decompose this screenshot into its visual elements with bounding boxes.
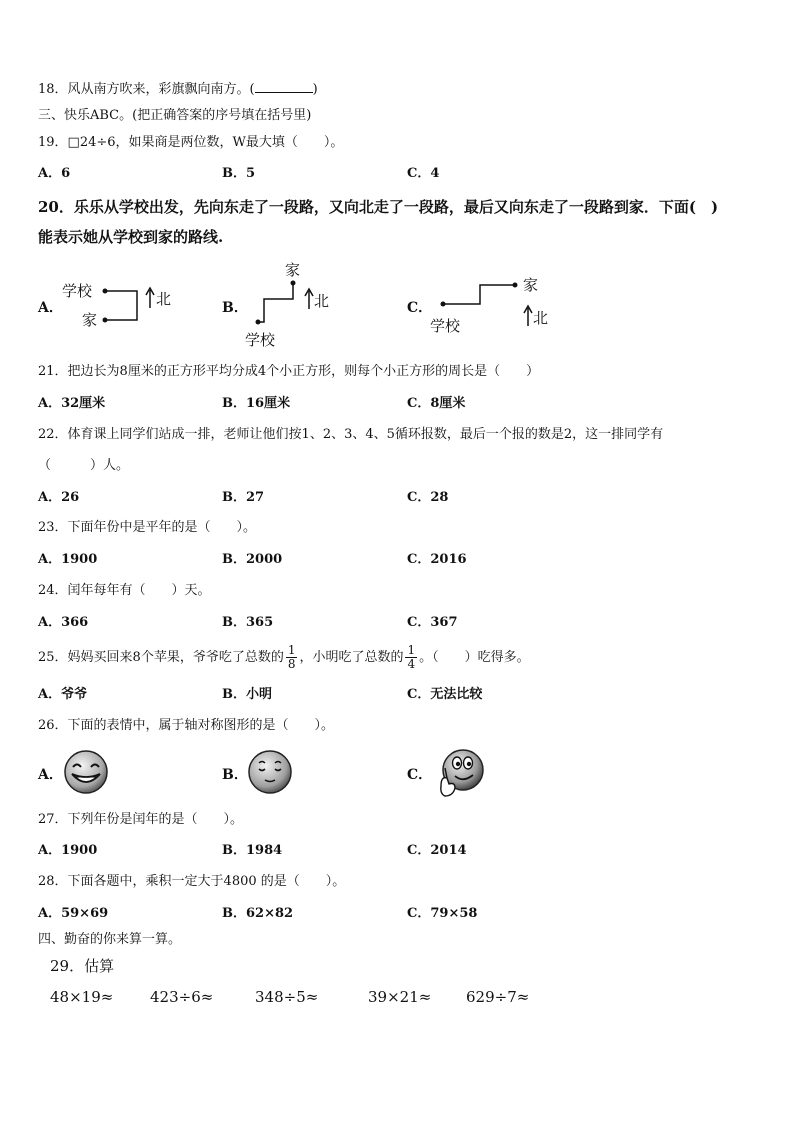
section-4-heading: 四、勤奋的你来算一算。 [38,932,182,947]
q26-option-a-label[interactable]: A． [38,767,63,783]
q28-option-c[interactable]: C．79×58 [407,906,478,921]
q22-option-a[interactable]: A．26 [38,490,80,505]
home-label: 家 [82,311,98,329]
fraction-denominator: 8 [287,657,296,671]
q21-option-a[interactable]: A．32厘米 [38,396,106,411]
answer-blank[interactable] [255,80,313,93]
fraction-one-eighth [286,644,298,671]
question-27: 27．下列年份是闰年的是（ ）。 [38,812,244,827]
question-25-part2: ，小明吃了总数的 [299,650,404,665]
home-point [103,318,108,323]
question-22-line2: （ ）人。 [38,458,130,473]
question-25-part3: 。（ ）吃得多。 [419,650,530,665]
q26-option-c-label[interactable]: C． [407,767,433,783]
grinning-face-icon[interactable] [64,750,110,796]
route-path [105,291,137,320]
school-point [256,320,261,325]
question-18-close: ) [312,82,318,97]
question-22-line1: 22．体育课上同学们站成一排，老师让他们按1、2、3、4、5循环报数，最后一个报的数是2，这一排同学有 [38,427,664,442]
estimate-item[interactable]: 348÷5≈ [255,988,319,1006]
q22-option-b[interactable]: B．27 [222,490,265,505]
q24-option-b[interactable]: B．365 [222,615,274,630]
fraction-one-quarter [405,644,417,671]
q21-option-c[interactable]: C．8厘米 [407,396,466,411]
thinking-face-icon[interactable] [435,748,489,800]
estimate-item[interactable]: 48×19≈ [50,988,114,1006]
school-label: 学校 [430,317,461,335]
estimate-item[interactable]: 423÷6≈ [150,988,214,1006]
q20-option-b-label[interactable]: B． [222,300,248,316]
route-path [443,285,515,304]
q20-option-c-label[interactable]: C． [407,300,433,316]
north-label: 北 [314,292,330,310]
q20-option-a-label[interactable]: A． [38,300,63,316]
q27-option-c[interactable]: C．2014 [407,843,467,858]
school-point [441,302,446,307]
school-label: 学校 [245,331,276,349]
fraction-denominator: 4 [407,657,416,671]
question-20-line2: 能表示她从学校到家的路线. [38,228,224,246]
question-28: 28．下面各题中，乘积一定大于4800 的是（ ）。 [38,874,346,889]
question-23: 23．下面年份中是平年的是（ ）。 [38,520,257,535]
home-label: 家 [523,276,539,294]
q19-option-c[interactable]: C．4 [407,166,440,181]
q28-option-a[interactable]: A．59×69 [38,906,109,921]
q25-option-c[interactable]: C．无法比较 [407,687,483,702]
home-label: 家 [285,261,301,279]
question-25 [38,643,530,673]
q25-option-a[interactable]: A．爷爷 [38,687,88,702]
q27-option-a[interactable]: A．1900 [38,843,98,858]
estimate-item[interactable]: 629÷7≈ [466,988,530,1006]
q28-option-b[interactable]: B．62×82 [222,906,294,921]
north-label: 北 [156,290,172,308]
q26-option-b-label[interactable]: B． [222,767,248,783]
question-26: 26．下面的表情中，属于轴对称图形的是（ ）。 [38,718,335,733]
q19-option-a[interactable]: A．6 [38,166,71,181]
question-18-text: 18．风从南方吹来，彩旗飘向南方。( [38,82,255,97]
question-21: 21．把边长为8厘米的正方形平均分成4个小正方形，则每个小正方形的周长是（ ） [38,364,540,379]
q23-option-a[interactable]: A．1900 [38,552,98,567]
q23-option-b[interactable]: B．2000 [222,552,283,567]
route-path [258,283,293,322]
q21-option-b[interactable]: B．16厘米 [222,396,291,411]
section-3-heading: 三、快乐ABC。(把正确答案的序号填在括号里) [38,108,312,123]
estimate-item[interactable]: 39×21≈ [368,988,432,1006]
school-label: 学校 [62,282,93,300]
north-label: 北 [533,309,549,327]
question-29-title: 29．估算 [50,957,115,975]
q25-option-b[interactable]: B．小明 [222,687,272,702]
question-19: 19．□24÷6，如果商是两位数，W最大填（ ）。 [38,135,344,150]
fraction-numerator: 1 [287,643,296,657]
fraction-numerator: 1 [407,643,416,657]
q24-option-c[interactable]: C．367 [407,615,458,630]
question-18 [38,80,318,99]
question-25-part1: 25．妈妈买回来8个苹果，爷爷吃了总数的 [38,650,284,665]
q24-option-a[interactable]: A．366 [38,615,89,630]
question-24: 24．闰年每年有（ ）天。 [38,583,211,598]
q27-option-b[interactable]: B．1984 [222,843,283,858]
q19-option-b[interactable]: B．5 [222,166,256,181]
question-20-line1: 20．乐乐从学校出发，先向东走了一段路，又向北走了一段路，最后又向东走了一段路到家．下面( ) [38,198,719,216]
q23-option-c[interactable]: C．2016 [407,552,467,567]
calm-face-icon[interactable] [248,750,294,796]
q22-option-c[interactable]: C．28 [407,490,449,505]
